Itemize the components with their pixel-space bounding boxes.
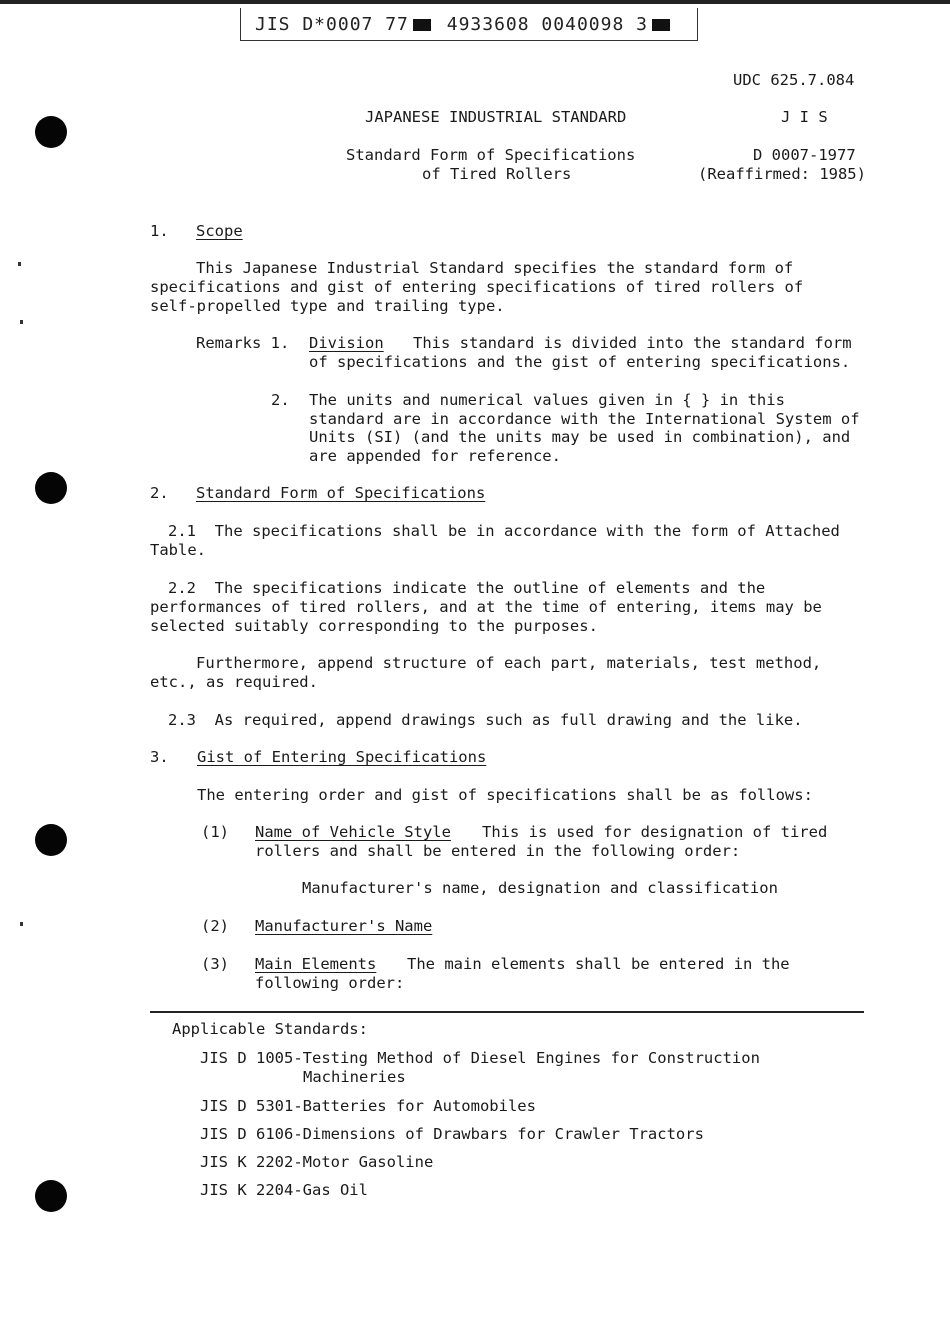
item-1-number: (1) — [201, 823, 229, 841]
remark-2-line-3: Units (SI) (and the units may be used in combination), and — [309, 428, 851, 446]
stamp-block-1 — [413, 19, 431, 31]
speck — [18, 262, 21, 266]
section-3-title: Gist of Entering Specifications — [197, 748, 487, 766]
section-3-number: 3. — [150, 748, 169, 766]
punch-hole — [35, 824, 67, 856]
standard-org: JAPANESE INDUSTRIAL STANDARD — [365, 108, 627, 126]
remark-2-line-2: standard are in accordance with the International System of — [309, 410, 860, 428]
reaffirmed: (Reaffirmed: 1985) — [698, 165, 866, 183]
section-2-number: 2. — [150, 484, 169, 502]
applicable-item: JIS K 2204-Gas Oil — [200, 1181, 368, 1199]
item-3-title: Main Elements — [255, 955, 377, 973]
remarks-label: Remarks 1. — [196, 334, 290, 352]
item-2-number: (2) — [201, 917, 229, 935]
doc-title-line1: Standard Form of Specifications — [346, 146, 636, 164]
punch-hole — [35, 1180, 67, 1212]
remark-2-line-4: are appended for reference. — [309, 447, 561, 465]
scope-line-1: This Japanese Industrial Standard specifies the standard form of — [196, 259, 794, 277]
item-1-line-2: rollers and shall be entered in the following order: — [255, 842, 741, 860]
item-1-order: Manufacturer's name, designation and classification — [302, 879, 778, 897]
applicable-item-continuation: Machineries — [303, 1068, 406, 1086]
udc-code: UDC 625.7.084 — [733, 71, 855, 89]
applicable-item: JIS K 2202-Motor Gasoline — [200, 1153, 434, 1171]
footnote-divider — [150, 1011, 864, 1013]
applicable-heading: Applicable Standards: — [172, 1020, 368, 1038]
punch-hole — [35, 116, 67, 148]
section-1-number: 1. — [150, 222, 169, 240]
doc-number: D 0007-1977 — [753, 146, 856, 164]
item-2-title: Manufacturer's Name — [255, 917, 433, 935]
speck — [20, 320, 23, 324]
clause-2-1-line-1: 2.1 The specifications shall be in accordance with the form of Attached — [168, 522, 840, 540]
stamp-code — [255, 14, 674, 35]
item-1-text: This is used for designation of tired — [482, 823, 828, 841]
remark-1-text: This standard is divided into the standard form — [413, 334, 852, 352]
punch-hole — [35, 472, 67, 504]
section-2-title: Standard Form of Specifications — [196, 484, 486, 502]
item-3-number: (3) — [201, 955, 229, 973]
applicable-item: JIS D 5301-Batteries for Automobiles — [200, 1097, 536, 1115]
clause-2-2-more-line-1: Furthermore, append structure of each part, materials, test method, — [196, 654, 822, 672]
section-1-title: Scope — [196, 222, 243, 240]
section-3-intro: The entering order and gist of specifications shall be as follows: — [197, 786, 813, 804]
stamp-mid: 4933608 0040098 3 — [446, 14, 648, 35]
top-border — [0, 0, 950, 4]
scope-line-2: specifications and gist of entering specifications of tired rollers of — [150, 278, 804, 296]
item-3-line-2: following order: — [255, 974, 405, 992]
item-3-text: The main elements shall be entered in the — [407, 955, 790, 973]
remark-1-title: Division — [309, 334, 384, 352]
remark-2-number: 2. — [271, 391, 290, 409]
scope-line-3: self-propelled type and trailing type. — [150, 297, 505, 315]
stamp-block-2 — [652, 19, 670, 31]
doc-title-line2: of Tired Rollers — [422, 165, 572, 183]
remark-1-line-2: of specifications and the gist of entering specifications. — [309, 353, 851, 371]
jis-mark: J I S — [781, 108, 828, 126]
stamp-left: JIS D*0007 77 — [255, 14, 409, 35]
clause-2-2-more-line-2: etc., as required. — [150, 673, 318, 691]
clause-2-2-line-3: selected suitably corresponding to the purposes. — [150, 617, 598, 635]
remark-2-line-1: The units and numerical values given in { } in this — [309, 391, 785, 409]
clause-2-2-line-1: 2.2 The specifications indicate the outline of elements and the — [168, 579, 766, 597]
clause-2-1-line-2: Table. — [150, 541, 206, 559]
item-1-title: Name of Vehicle Style — [255, 823, 451, 841]
applicable-item: JIS D 1005-Testing Method of Diesel Engines for Construction — [200, 1049, 760, 1067]
clause-2-3: 2.3 As required, append drawings such as full drawing and the like. — [168, 711, 803, 729]
speck — [20, 922, 23, 926]
applicable-item: JIS D 6106-Dimensions of Drawbars for Crawler Tractors — [200, 1125, 704, 1143]
clause-2-2-line-2: performances of tired rollers, and at the time of entering, items may be — [150, 598, 822, 616]
